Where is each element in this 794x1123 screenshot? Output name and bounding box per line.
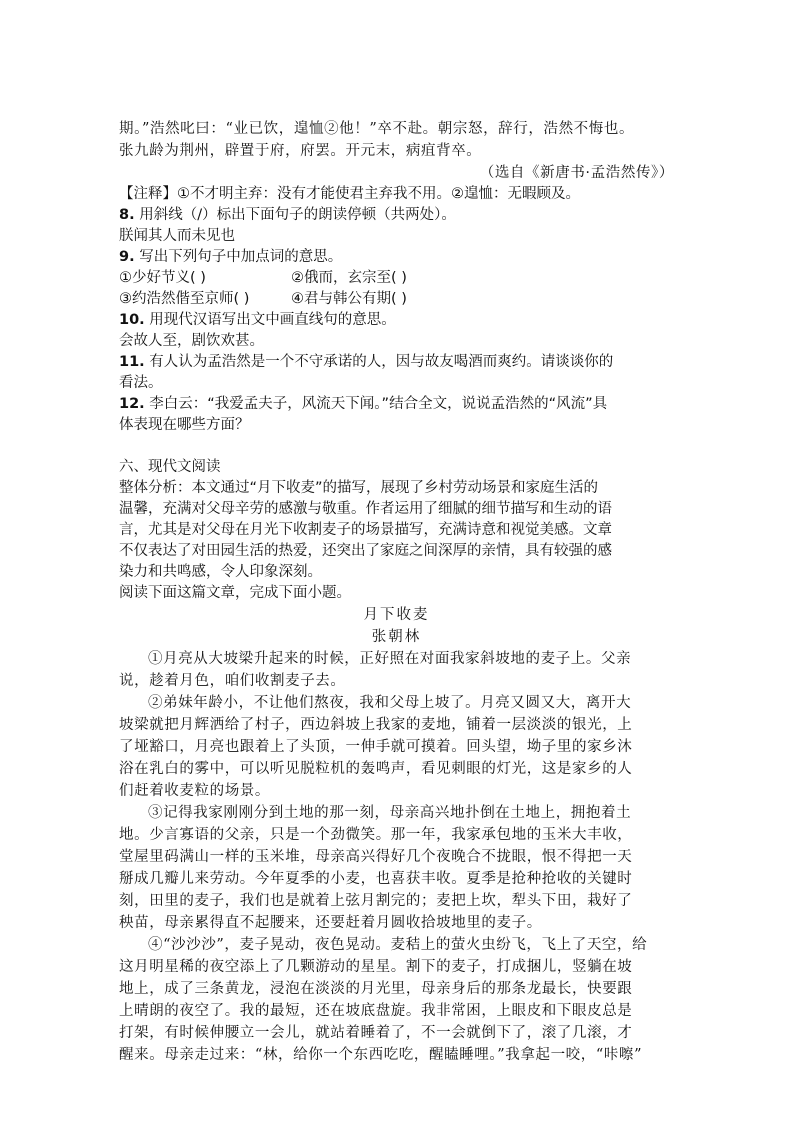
question-10 (119, 310, 674, 331)
reading-instruction: 阅读下面这篇文章，完成下面小题。 (119, 585, 351, 601)
essay-line: ③记得我家刚刚分到土地的那一刻，母亲高兴地扑倒在土地上，拥抱着土 (148, 805, 632, 821)
essay-line: 上晴朗的夜空了。我的最短，还在坡底盘旋。我非常困，上眼皮和下眼皮总是 (119, 1003, 633, 1019)
question-11 (119, 352, 674, 373)
question-prompt: 有人认为孟浩然是一个不守承诺的人，因与故友喝酒而爽约。请谈谈你的 (149, 354, 614, 370)
essay-line: 坡梁就把月辉洒给了村子，西边斜坡上我家的麦地，铺着一层淡淡的银光，上 (119, 717, 633, 733)
notes (119, 184, 674, 205)
question-11-continued: 看法。 (119, 375, 163, 391)
spacer (119, 436, 674, 457)
essay-line: 刻，田里的麦子，我们也是就着上弦月割完的；麦把上坎，犁头下田，栽好了 (119, 893, 633, 909)
question-9-options-row-1 (119, 268, 674, 289)
option-2: ②俄而，玄宗至( ) (291, 270, 407, 286)
analysis-line: 整体分析：本文通过“月下收麦”的描写，展现了乡村劳动场景和家庭生活的 (119, 480, 599, 496)
question-number: 11. (119, 354, 145, 370)
question-number: 8. (119, 207, 135, 223)
essay-line: 秧苗，母亲累得直不起腰来，还要赶着月圆收拾坡地里的麦子。 (119, 915, 542, 931)
question-prompt: 写出下列句子中加点词的意思。 (139, 249, 343, 265)
question-8-sentence: 朕闻其人而未见也 (119, 228, 235, 244)
question-10-sentence: 会故人至，剧饮欢甚。 (119, 333, 264, 349)
question-12-continued: 体表现在哪些方面？ (119, 417, 250, 433)
question-8 (119, 205, 674, 226)
essay-line: 堂屋里码满山一样的玉米堆，母亲高兴得好几个夜晚合不拢眼，恨不得把一天 (119, 849, 633, 865)
essay-line: ②弟妹年龄小，不让他们熬夜，我和父母上坡了。月亮又圆又大，离开大 (148, 695, 632, 711)
option-1: ①少好节义( ) (119, 270, 206, 286)
analysis-line: 不仅表达了对田园生活的热爱，还突出了家庭之间深厚的亲情，具有较强的感 (119, 543, 612, 559)
question-number: 12. (119, 396, 145, 412)
essay-line: 醒来。母亲走过来：“林，给你一个东西吃吃，醒瞌睡哩。”我拿起一咬，“咔嚓” (119, 1047, 643, 1063)
essay-line: 掰成几瓣儿来劳动。今年夏季的小麦，也喜获丰收。夏季是抢种抢收的关键时 (119, 871, 633, 887)
essay-line: 浴在乳白的雾中，可以听见脱粒机的轰鸣声，看见刺眼的灯光，这是家乡的人 (119, 761, 633, 777)
classical-line: 期。”浩然叱曰：“业已饮，遑恤②他！”卒不赴。朝宗怒，辞行，浩然不悔也。 (119, 121, 635, 137)
essay-author: 张朝林 (371, 629, 422, 645)
essay-line: 这月明星稀的夜空添上了几颗游动的星星。割下的麦子，打成捆儿，竖躺在坡 (119, 959, 633, 975)
question-prompt: 李白云：“我爱孟夫子，风流天下闻。”结合全文，说说孟浩然的“风流”具 (149, 396, 608, 412)
classical-line: 张九龄为荆州，辟置于府，府罢。开元末，病疽背卒。 (119, 143, 482, 159)
essay-line: 了垭豁口，月亮也跟着上了头顶，一伸手就可摸着。回头望，坳子里的家乡沐 (119, 739, 633, 755)
analysis-line: 言，尤其是对父母在月光下收割麦子的场景描写，充满诗意和视觉美感。文章 (119, 522, 612, 538)
question-12 (119, 394, 674, 415)
essay-line: 地上，成了三条黄龙，浸泡在淡淡的月光里，母亲身后的那条龙最长，快要跟 (119, 981, 633, 997)
question-9 (119, 247, 674, 268)
question-9-options-row-2 (119, 289, 674, 310)
essay-line: 地。少言寡语的父亲，只是一个劲微笑。那一年，我家承包地的玉米大丰收， (119, 827, 633, 843)
essay-body (119, 648, 674, 1066)
option-4: ④君与韩公有期( ) (291, 291, 407, 307)
passage-source: （选自《新唐书·孟浩然传》） (479, 165, 674, 181)
essay-line: 们赶着收麦粒的场景。 (119, 783, 270, 799)
analysis-line: 染力和共鸣感，令人印象深刻。 (119, 564, 322, 580)
essay-title: 月下收麦 (363, 607, 430, 623)
question-prompt: 用现代汉语写出文中画直线句的意思。 (149, 312, 396, 328)
classical-passage (119, 118, 674, 184)
essay-line: ①月亮从大坡梁升起来的时候，正好照在对面我家斜坡地的麦子上。父亲 (148, 651, 632, 667)
section-heading: 六、现代文阅读 (119, 459, 221, 475)
analysis-line: 温馨，充满对父母辛劳的感激与敬重。作者运用了细腻的细节描写和生动的语 (119, 501, 612, 517)
essay-line: 说，趁着月色，咱们收割麦子去。 (119, 673, 346, 689)
notes-text: ①不才明主弃：没有才能使君主弃我不用。②遑恤：无暇顾及。 (177, 186, 580, 202)
notes-label: 【注释】 (119, 186, 177, 202)
question-number: 9. (119, 249, 135, 265)
essay-line: 打架，有时候伸腰立一会儿，就站着睡着了，不一会就倒下了，滚了几滚，才 (119, 1025, 633, 1041)
question-prompt: 用斜线（/）标出下面句子的朗读停顿（共两处）。 (139, 207, 456, 223)
document-page (119, 118, 674, 1066)
question-number: 10. (119, 312, 145, 328)
option-3: ③约浩然偕至京师( ) (119, 291, 250, 307)
essay-line: ④“沙沙沙”，麦子晃动，夜色晃动。麦秸上的萤火虫纷飞，飞上了天空，给 (148, 937, 648, 953)
